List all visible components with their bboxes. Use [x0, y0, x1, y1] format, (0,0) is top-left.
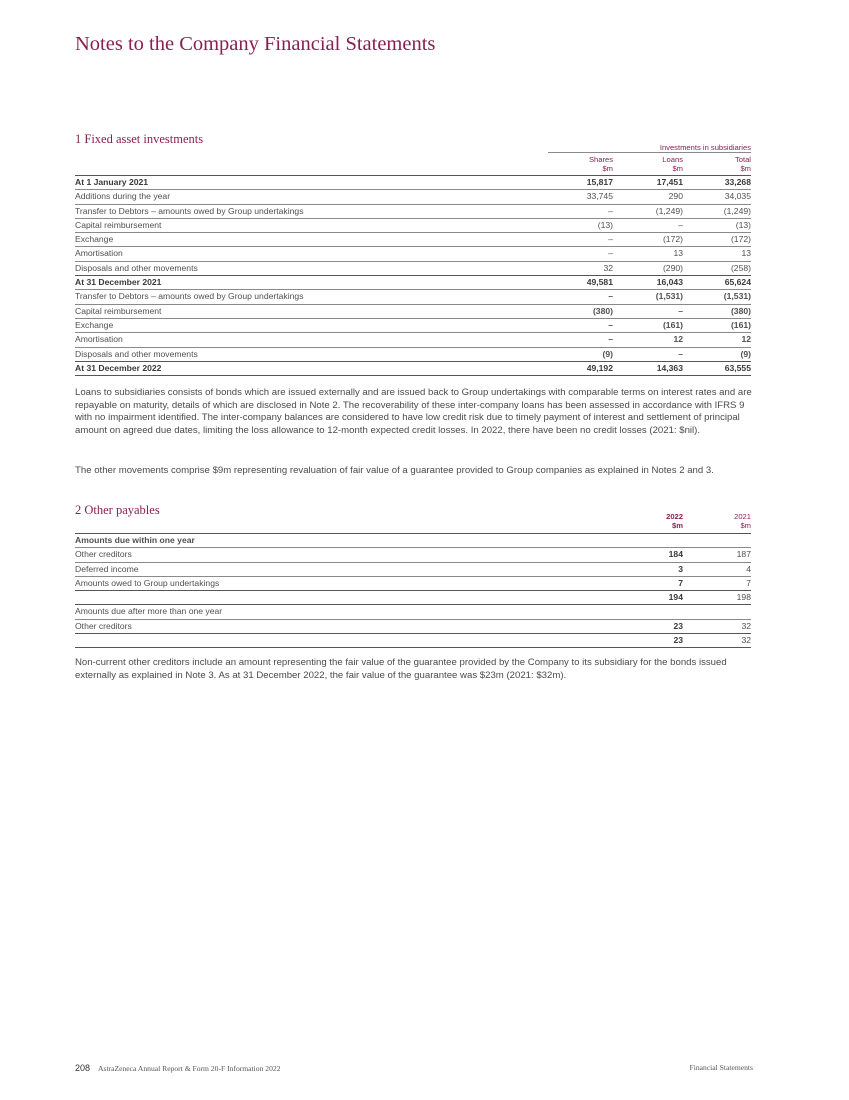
row-value: (161) — [683, 318, 751, 332]
row-value: – — [551, 233, 613, 247]
row-label: Capital reimbursement — [75, 218, 551, 232]
row-value: 16,043 — [613, 276, 683, 290]
row-value: 184 — [613, 548, 683, 562]
row-value: – — [551, 333, 613, 347]
row-value: 15,817 — [551, 176, 613, 190]
row-value: 33,268 — [683, 176, 751, 190]
note1-col-total-label: Total — [734, 155, 751, 164]
row-label: At 31 December 2022 — [75, 361, 551, 375]
row-value: 194 — [613, 591, 683, 605]
row-value: 32 — [683, 619, 751, 633]
note1-col-total — [691, 155, 751, 173]
note2-col-2022 — [623, 512, 683, 530]
row-value: (9) — [683, 347, 751, 361]
row-value: 290 — [613, 190, 683, 204]
row-value — [683, 605, 751, 619]
table-row — [75, 218, 751, 232]
table-row — [75, 548, 751, 562]
row-label: Other creditors — [75, 548, 613, 562]
table-row — [75, 233, 751, 247]
table-row — [75, 361, 751, 375]
row-value: – — [613, 218, 683, 232]
row-label: Capital reimbursement — [75, 304, 551, 318]
note2-col-2022-unit: $m — [672, 521, 683, 530]
row-value: – — [551, 318, 613, 332]
note1-col-loans — [623, 155, 683, 173]
footer-section: Financial Statements — [689, 1063, 753, 1072]
page-title: Notes to the Company Financial Statements — [75, 33, 436, 55]
note2-table-body — [75, 534, 751, 648]
row-value: (380) — [683, 304, 751, 318]
row-label: Transfer to Debtors – amounts owed by Group undertakings — [75, 204, 551, 218]
row-value: (258) — [683, 261, 751, 275]
table-row — [75, 576, 751, 590]
row-value: (380) — [551, 304, 613, 318]
row-value: 3 — [613, 562, 683, 576]
note1-table-body — [75, 176, 751, 376]
note2-col-2021 — [691, 512, 751, 530]
table-row — [75, 534, 751, 548]
row-label: Transfer to Debtors – amounts owed by Group undertakings — [75, 290, 551, 304]
table-row — [75, 304, 751, 318]
row-value: (13) — [683, 218, 751, 232]
row-value: 198 — [683, 591, 751, 605]
row-label: Other creditors — [75, 619, 613, 633]
table-row — [75, 247, 751, 261]
row-value: 49,581 — [551, 276, 613, 290]
page-number: 208 — [75, 1063, 91, 1073]
row-value: – — [551, 290, 613, 304]
row-value: 63,555 — [683, 361, 751, 375]
row-value: (13) — [551, 218, 613, 232]
note2-table — [75, 534, 751, 648]
table-row — [75, 261, 751, 275]
row-label: Amortisation — [75, 247, 551, 261]
row-value: (1,531) — [613, 290, 683, 304]
row-value: 12 — [683, 333, 751, 347]
table-row — [75, 290, 751, 304]
row-label: Amounts owed to Group undertakings — [75, 576, 613, 590]
row-value: 32 — [683, 634, 751, 648]
row-label: Disposals and other movements — [75, 261, 551, 275]
row-label: Amounts due after more than one year — [75, 605, 613, 619]
row-value: 17,451 — [613, 176, 683, 190]
row-value: 34,035 — [683, 190, 751, 204]
row-label: Amounts due within one year — [75, 534, 613, 548]
row-label: Amortisation — [75, 333, 551, 347]
table-row — [75, 276, 751, 290]
table-row — [75, 190, 751, 204]
row-value: 49,192 — [551, 361, 613, 375]
note1-paragraph-1: Loans to subsidiaries consists of bonds which are issued externally and are issued back to Group undertakings with comparable terms on interest rates and are repayable on maturity, details of which are disclosed in Note 2. The recoverability of these inter-company loans has been assessed in accordance with IFRS 9 with no impairment identified. The inter-company balances are considered to have low credit risk due to timely payment of interest and settlement of principal amount on agreed due dates, limiting the loss allowance to 12-month expected credit losses. In 2022, there have been no credit losses (2021: $nil). — [75, 387, 752, 436]
row-label: Additions during the year — [75, 190, 551, 204]
row-label: At 1 January 2021 — [75, 176, 551, 190]
table-row — [75, 318, 751, 332]
row-value: 33,745 — [551, 190, 613, 204]
row-value: (161) — [613, 318, 683, 332]
row-label — [75, 634, 613, 648]
note1-col-loans-unit: $m — [672, 164, 683, 173]
note1-group-rule — [548, 152, 751, 153]
row-value: 13 — [613, 247, 683, 261]
note1-col-loans-label: Loans — [662, 155, 683, 164]
row-value: (1,249) — [683, 204, 751, 218]
row-value: 13 — [683, 247, 751, 261]
row-value: (172) — [613, 233, 683, 247]
row-value — [613, 534, 683, 548]
row-value: – — [613, 347, 683, 361]
note1-paragraph-2: The other movements comprise $9m representing revaluation of fair value of a guarantee provided to Group companies as explained in Notes 2 and 3. — [75, 465, 714, 476]
row-value: (172) — [683, 233, 751, 247]
row-value: 14,363 — [613, 361, 683, 375]
row-value: 23 — [613, 619, 683, 633]
row-value: 7 — [683, 576, 751, 590]
note2-heading: 2 Other payables — [75, 503, 160, 517]
row-value: 7 — [613, 576, 683, 590]
row-label: Exchange — [75, 318, 551, 332]
row-value: 32 — [551, 261, 613, 275]
note2-col-2022-label: 2022 — [666, 512, 683, 521]
row-value: – — [551, 204, 613, 218]
row-value: 23 — [613, 634, 683, 648]
row-value: – — [613, 304, 683, 318]
row-value — [683, 534, 751, 548]
table-row — [75, 634, 751, 648]
note2-col-2021-label: 2021 — [734, 512, 751, 521]
note1-col-shares-unit: $m — [602, 164, 613, 173]
note1-table — [75, 176, 751, 376]
publication-name: AstraZeneca Annual Report & Form 20-F Information 2022 — [98, 1064, 281, 1073]
row-label — [75, 591, 613, 605]
row-value — [613, 605, 683, 619]
footer-left — [75, 1063, 280, 1073]
row-value: (290) — [613, 261, 683, 275]
table-row — [75, 591, 751, 605]
table-row — [75, 347, 751, 361]
note1-col-shares — [553, 155, 613, 173]
note1-heading: 1 Fixed asset investments — [75, 132, 204, 146]
row-label: Exchange — [75, 233, 551, 247]
row-value: 187 — [683, 548, 751, 562]
table-row — [75, 176, 751, 190]
note1-group-header: Investments in subsidiaries — [659, 143, 751, 152]
row-value: – — [551, 247, 613, 261]
row-value: 65,624 — [683, 276, 751, 290]
table-row — [75, 562, 751, 576]
row-value: 4 — [683, 562, 751, 576]
note2-col-2021-unit: $m — [740, 521, 751, 530]
table-row — [75, 333, 751, 347]
row-label: At 31 December 2021 — [75, 276, 551, 290]
row-value: (9) — [551, 347, 613, 361]
note1-col-total-unit: $m — [740, 164, 751, 173]
row-label: Disposals and other movements — [75, 347, 551, 361]
row-value: (1,531) — [683, 290, 751, 304]
note2-paragraph: Non-current other creditors include an amount representing the fair value of the guarantee provided by the Company to its subsidiary for the bonds issued externally as explained in Note 3. As at 31 December 2022, the fair value of the guarantee was $23m (2021: $32m). — [75, 657, 727, 681]
table-row — [75, 204, 751, 218]
table-row — [75, 605, 751, 619]
note1-col-shares-label: Shares — [588, 155, 613, 164]
table-row — [75, 619, 751, 633]
row-value: (1,249) — [613, 204, 683, 218]
row-label: Deferred income — [75, 562, 613, 576]
row-value: 12 — [613, 333, 683, 347]
